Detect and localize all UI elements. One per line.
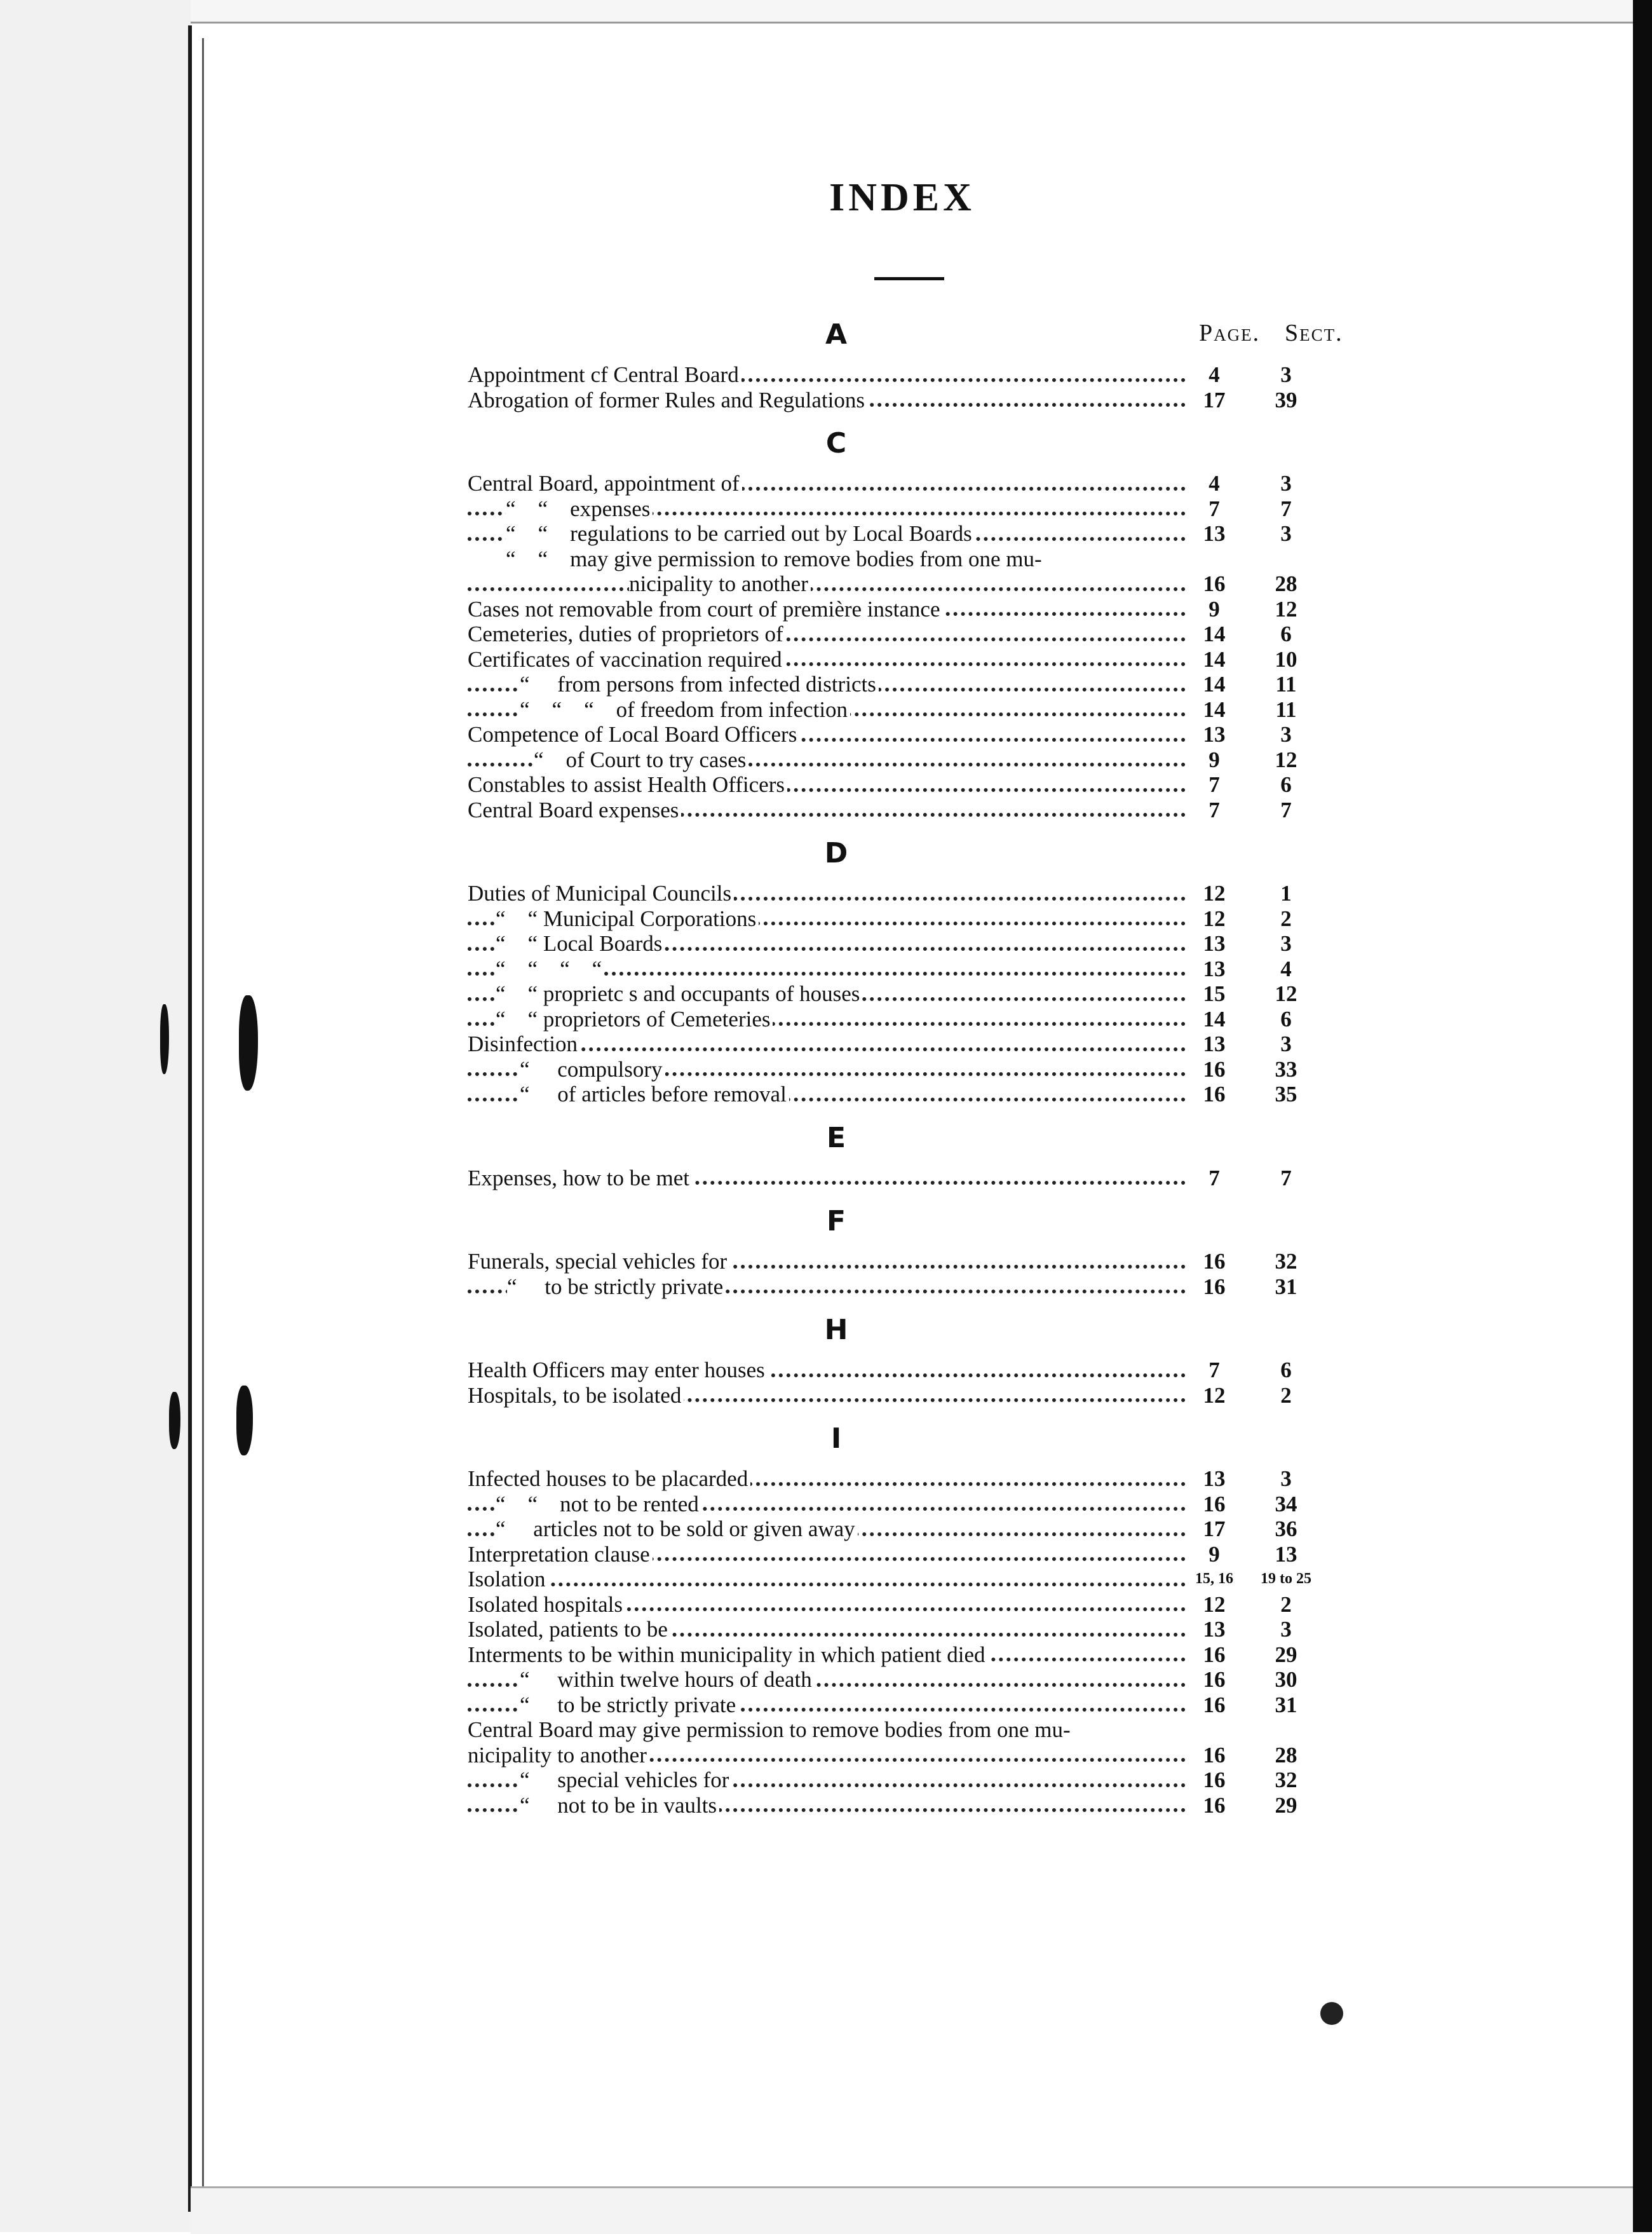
entry-section-number: 29 <box>1275 1642 1297 1667</box>
entry-text: “ from persons from infected districts <box>520 672 879 697</box>
entry-section-number: 11 <box>1275 697 1297 722</box>
entry-text: Hospitals, to be isolated <box>468 1383 684 1408</box>
title-rule <box>874 277 944 280</box>
entry-section-number: 10 <box>1275 646 1297 672</box>
entry-page-number: 16 <box>1203 1792 1226 1818</box>
entry-section-number: 7 <box>1280 1165 1292 1190</box>
entry-section-number: 34 <box>1275 1491 1297 1516</box>
index-entry <box>468 1793 1357 1818</box>
index-section <box>468 1422 1357 1818</box>
entry-section-number: 6 <box>1280 1006 1292 1032</box>
index-entry <box>468 772 1357 798</box>
entry-page-number: 9 <box>1209 596 1220 622</box>
entry-page-number: 13 <box>1203 722 1226 747</box>
entry-page-number: 15 <box>1203 981 1226 1006</box>
index-entry <box>468 362 1357 388</box>
index-entry <box>468 1249 1357 1274</box>
entry-text: nicipality to another <box>468 1743 649 1767</box>
entry-text: Duties of Municipal Councils <box>468 881 734 906</box>
entry-text: Expenses, how to be met <box>468 1166 692 1190</box>
index-entry <box>468 1743 1357 1768</box>
entry-text: “ “ may give permission to remove bodies from one mu- <box>506 547 1045 571</box>
index-entry <box>468 1274 1357 1300</box>
scan-right-edge <box>1633 0 1652 2232</box>
entry-section-number: 11 <box>1275 672 1297 697</box>
binding-hole-mark <box>160 1004 169 1074</box>
entry-page-number: 14 <box>1203 622 1226 646</box>
index-entry <box>468 496 1357 522</box>
entry-section-number: 33 <box>1275 1056 1297 1082</box>
entry-page-number: 17 <box>1203 387 1226 412</box>
index-entry <box>468 1592 1357 1618</box>
entry-text: Cemeteries, duties of proprietors of <box>468 622 786 646</box>
entry-section-number: 36 <box>1275 1516 1297 1541</box>
entry-text: “ compulsory <box>520 1057 665 1082</box>
entry-page-number: 16 <box>1203 1249 1226 1274</box>
index-section <box>468 1313 1357 1408</box>
entry-text: Cases not removable from court of première instance <box>468 597 942 622</box>
index-entry <box>468 388 1357 413</box>
entry-text: Constables to assist Health Officers <box>468 772 787 797</box>
entry-section-number: 3 <box>1280 1032 1292 1056</box>
index-entry <box>468 798 1357 823</box>
index-entry <box>468 1767 1357 1793</box>
index-entry <box>468 1166 1357 1191</box>
page-title: INDEX <box>829 176 975 219</box>
index-sections <box>468 318 1357 1832</box>
entry-page-number: 4 <box>1209 362 1220 387</box>
entry-text: “ not to be in vaults <box>520 1793 719 1818</box>
index-entry <box>468 647 1357 672</box>
entry-section-number: 12 <box>1275 747 1297 772</box>
entry-page-number: 13 <box>1203 1617 1226 1642</box>
entry-section-number: 30 <box>1275 1667 1297 1692</box>
entry-section-number: 12 <box>1275 596 1297 622</box>
entry-page-number: 7 <box>1209 797 1220 822</box>
entry-section-number: 1 <box>1280 881 1292 906</box>
index-entry <box>468 697 1357 723</box>
index-entry <box>468 471 1357 496</box>
entry-section-number: 7 <box>1280 797 1292 822</box>
entry-text: “ “ Local Boards <box>496 931 665 956</box>
entry-text: Health Officers may enter houses <box>468 1358 768 1382</box>
entry-section-number: 3 <box>1280 722 1292 747</box>
entry-section-number: 28 <box>1275 571 1297 596</box>
binding-hole-mark <box>236 1386 253 1455</box>
entry-section-number: 28 <box>1275 1742 1297 1767</box>
entry-page-number: 16 <box>1203 571 1226 596</box>
entry-page-number: 16 <box>1203 1667 1226 1692</box>
index-entry <box>468 1642 1357 1668</box>
entry-section-number: 3 <box>1280 471 1292 496</box>
section-letter: E <box>826 1121 846 1154</box>
section-letter: I <box>830 1422 842 1455</box>
entry-text: Central Board expenses <box>468 798 681 822</box>
entry-text: Funerals, special vehicles for <box>468 1249 729 1274</box>
entry-page-number: 12 <box>1203 881 1226 906</box>
entry-text: Central Board may give permission to remove bodies from one mu- <box>468 1717 1073 1742</box>
entry-page-number: 7 <box>1209 772 1220 797</box>
entry-text: Abrogation of former Rules and Regulations <box>468 388 867 412</box>
page-column-header: Page. <box>1199 320 1261 346</box>
entry-section-number: 39 <box>1275 387 1297 412</box>
section-letter: D <box>824 837 848 869</box>
index-entry <box>468 1492 1357 1517</box>
binding-hole-mark <box>239 995 258 1091</box>
index-section <box>468 1204 1357 1299</box>
index-entry <box>468 1693 1357 1718</box>
index-entry <box>468 1617 1357 1642</box>
entry-text: nicipality to another <box>629 571 811 596</box>
entry-page-number: 16 <box>1203 1767 1226 1792</box>
entry-page-number: 13 <box>1203 956 1226 981</box>
entry-text: “ “ “ “ <box>496 957 604 981</box>
entry-text: Interments to be within municipality in which patient died <box>468 1642 988 1667</box>
index-entry <box>468 1717 1357 1743</box>
index-entry <box>468 571 1357 597</box>
entry-text: Central Board, appointment of <box>468 471 742 496</box>
entry-section-number: 3 <box>1280 1617 1292 1642</box>
entry-page-number: 12 <box>1203 1382 1226 1408</box>
entry-text: “ “ “ of freedom from infection <box>520 697 850 722</box>
entry-text: “ to be strictly private <box>520 1693 738 1717</box>
ink-blot <box>1320 2002 1343 2025</box>
entry-section-number: 3 <box>1280 931 1292 956</box>
entry-page-number: 16 <box>1203 1082 1226 1107</box>
index-entry <box>468 722 1357 747</box>
entry-page-number: 12 <box>1203 1591 1226 1617</box>
entry-text: Appointment cf Central Board <box>468 362 741 387</box>
entry-section-number: 2 <box>1280 906 1292 931</box>
entry-text: “ to be strictly private <box>507 1274 726 1299</box>
index-entry <box>468 1358 1357 1383</box>
entry-text: Certificates of vaccination required <box>468 647 785 672</box>
entry-page-number: 7 <box>1209 1358 1220 1382</box>
entry-page-number: 14 <box>1203 672 1226 697</box>
index-entry <box>468 521 1357 547</box>
entry-page-number: 9 <box>1209 747 1220 772</box>
index-entry <box>468 1567 1357 1592</box>
index-entry <box>468 1667 1357 1693</box>
entry-page-number: 16 <box>1203 1692 1226 1717</box>
entry-text: “ of articles before removal <box>520 1082 789 1107</box>
entry-section-number: 19 to 25 <box>1261 1570 1311 1587</box>
entry-page-number: 14 <box>1203 646 1226 672</box>
index-entry <box>468 1032 1357 1057</box>
entry-page-number: 13 <box>1203 931 1226 956</box>
entry-page-number: 13 <box>1203 1466 1226 1491</box>
entry-text: Disinfection <box>468 1032 580 1056</box>
entry-page-number: 16 <box>1203 1642 1226 1667</box>
section-letter: H <box>824 1314 848 1346</box>
entry-text: Isolated, patients to be <box>468 1617 670 1642</box>
index-entry <box>468 1516 1357 1542</box>
binding-edge-inner <box>202 38 204 2212</box>
entry-section-number: 32 <box>1275 1767 1297 1792</box>
index-entry <box>468 672 1357 697</box>
index-entry <box>468 597 1357 622</box>
entry-section-number: 7 <box>1280 496 1292 521</box>
entry-text: “ “ regulations to be carried out by Local Boards <box>506 521 975 546</box>
binding-hole-mark <box>169 1392 180 1449</box>
entry-page-number: 14 <box>1203 1006 1226 1032</box>
index-section <box>468 318 1357 412</box>
entry-page-number: 17 <box>1203 1516 1226 1541</box>
scan-top-edge <box>191 0 1633 24</box>
entry-section-number: 3 <box>1280 362 1292 387</box>
index-entry <box>468 1542 1357 1567</box>
entry-section-number: 31 <box>1275 1692 1297 1717</box>
index-entry <box>468 622 1357 647</box>
entry-section-number: 6 <box>1280 772 1292 797</box>
binding-edge <box>188 25 192 2212</box>
index-entry <box>468 1057 1357 1082</box>
entry-page-number: 7 <box>1209 1165 1220 1190</box>
entry-section-number: 3 <box>1280 521 1292 546</box>
entry-text: “ “ not to be rented <box>496 1492 701 1516</box>
entry-section-number: 6 <box>1280 1358 1292 1382</box>
scan-left-margin <box>0 0 191 2232</box>
index-entry <box>468 547 1357 572</box>
index-entry <box>468 906 1357 932</box>
entry-page-number: 15, 16 <box>1195 1570 1233 1587</box>
section-letter: F <box>826 1205 846 1237</box>
index-entry <box>468 957 1357 982</box>
index-entry <box>468 1007 1357 1032</box>
entry-text: “ “ proprietors of Cemeteries <box>496 1007 773 1032</box>
entry-section-number: 2 <box>1280 1591 1292 1617</box>
entry-page-number: 4 <box>1209 471 1220 496</box>
entry-page-number: 7 <box>1209 496 1220 521</box>
entry-page-number: 16 <box>1203 1274 1226 1299</box>
entry-text: Competence of Local Board Officers <box>468 722 799 747</box>
index-section <box>468 426 1357 822</box>
entry-page-number: 16 <box>1203 1491 1226 1516</box>
entry-text: “ special vehicles for <box>520 1767 731 1792</box>
index-section <box>468 836 1357 1107</box>
entry-section-number: 31 <box>1275 1274 1297 1299</box>
index-entry <box>468 931 1357 957</box>
entry-section-number: 32 <box>1275 1249 1297 1274</box>
entry-text: Isolated hospitals <box>468 1592 625 1617</box>
entry-page-number: 13 <box>1203 1032 1226 1056</box>
section-letter: A <box>825 318 848 351</box>
entry-section-number: 2 <box>1280 1382 1292 1408</box>
entry-text: Interpretation clause <box>468 1542 653 1567</box>
entry-section-number: 13 <box>1275 1541 1297 1567</box>
index-section <box>468 1121 1357 1191</box>
sect-column-header: Sect. <box>1285 320 1343 346</box>
entry-page-number: 16 <box>1203 1056 1226 1082</box>
entry-text: “ “ proprietc s and occupants of houses <box>496 981 862 1006</box>
entry-page-number: 13 <box>1203 521 1226 546</box>
scan-bottom-edge <box>191 2186 1633 2234</box>
entry-text: “ within twelve hours of death <box>520 1667 815 1692</box>
index-entry <box>468 747 1357 773</box>
index-entry <box>468 981 1357 1007</box>
index-entry <box>468 1466 1357 1492</box>
entry-section-number: 12 <box>1275 981 1297 1006</box>
entry-text: Isolation <box>468 1567 548 1591</box>
entry-text: “ “ Municipal Corporations <box>496 906 759 931</box>
entry-page-number: 9 <box>1209 1541 1220 1567</box>
index-entry <box>468 1383 1357 1408</box>
entry-section-number: 6 <box>1280 622 1292 646</box>
index-entry <box>468 1082 1357 1107</box>
entry-section-number: 35 <box>1275 1082 1297 1107</box>
entry-section-number: 29 <box>1275 1792 1297 1818</box>
entry-page-number: 16 <box>1203 1742 1226 1767</box>
entry-text: Infected houses to be placarded <box>468 1466 750 1491</box>
entry-text: “ of Court to try cases <box>534 747 748 772</box>
entry-text: “ articles not to be sold or given away <box>496 1516 858 1541</box>
section-letter: C <box>825 427 847 460</box>
index-entry <box>468 881 1357 906</box>
entry-text: “ “ expenses <box>506 496 653 521</box>
entry-page-number: 12 <box>1203 906 1226 931</box>
entry-page-number: 14 <box>1203 697 1226 722</box>
entry-section-number: 4 <box>1280 956 1292 981</box>
entry-section-number: 3 <box>1280 1466 1292 1491</box>
